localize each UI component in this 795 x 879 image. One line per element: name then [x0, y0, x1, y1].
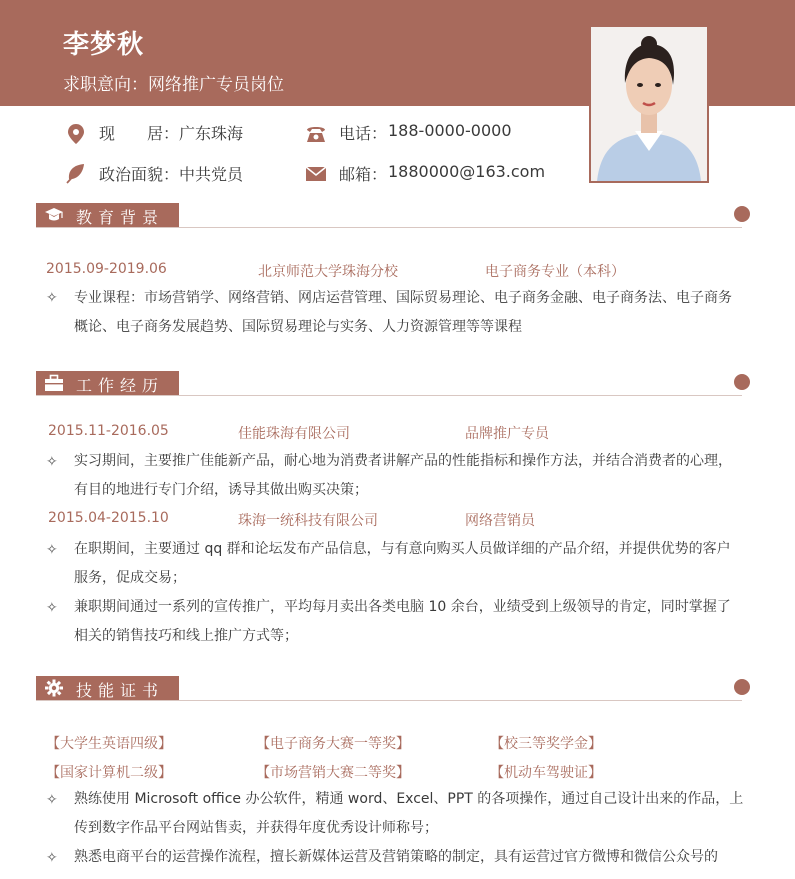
bullet-icon: ✧: [46, 850, 58, 866]
skill-description: 熟练使用 Microsoft office 办公软件，精通 word、Excel、PPT 的各项操作，通过自己设计出来的作品，上传到数字作品平台网站售卖，并获得年度优秀设计师称号；: [74, 791, 744, 836]
job-period: 2015.11-2016.05: [48, 423, 169, 439]
job-description: 实习期间，主要推广佳能新产品，耐心地为消费者讲解产品的性能指标和操作方法，并结合消费者的心理，有目的地进行专门介绍，诱导其做出购买决策；: [74, 453, 732, 498]
education-period: 2015.09-2019.06: [46, 261, 167, 277]
telephone-icon: [305, 122, 327, 144]
work-section-header: [36, 371, 179, 395]
location-pin-icon: [65, 123, 87, 145]
bullet-icon: ✧: [46, 792, 58, 808]
political-label: 政治面貌：: [99, 165, 180, 184]
skills-section-header: [36, 676, 179, 700]
certificate: 【国家计算机二级】: [46, 765, 172, 781]
education-major: 电子商务专业（本科）: [485, 264, 625, 280]
skills-divider: [36, 700, 742, 701]
job-position: 品牌推广专员: [465, 426, 549, 442]
certificate: 【电子商务大赛一等奖】: [256, 736, 410, 752]
leaf-icon: [65, 162, 87, 184]
education-divider: [36, 227, 742, 228]
job-position: 网络营销员: [465, 513, 535, 529]
skills-dot: [734, 679, 750, 695]
residence-label: 现 居：: [99, 124, 180, 143]
candidate-name: 李梦秋: [63, 30, 145, 60]
bullet-icon: ✧: [46, 542, 58, 558]
job-description: 兼职期间通过一系列的宣传推广，平均每月卖出各类电脑 10 余台，业绩受到上级领导的肯定，同时掌握了相关的销售技巧和线上推广方式等；: [74, 599, 731, 644]
work-divider: [36, 395, 742, 396]
education-dot: [734, 206, 750, 222]
graduation-cap-icon: [44, 206, 64, 224]
skill-description: 熟悉电商平台的运营操作流程，擅长新媒体运营及营销策略的制定，具有运营过官方微博和微信公众号的: [74, 849, 718, 865]
certificate: 【市场营销大赛二等奖】: [256, 765, 410, 781]
residence-value: 广东珠海: [179, 124, 244, 143]
certificate: 【大学生英语四级】: [46, 736, 172, 752]
job-company: 珠海一统科技有限公司: [238, 513, 378, 529]
phone-value: 188-0000-0000: [388, 121, 512, 140]
email-label: 邮箱：: [339, 165, 388, 184]
job-period: 2015.04-2015.10: [48, 510, 169, 526]
education-courses: 专业课程：市场营销学、网络营销、网店运营管理、国际贸易理论、电子商务金融、电子商务法、电子商务概论、电子商务发展趋势、国际贸易理论与实务、人力资源管理等等课程: [74, 290, 732, 335]
bullet-icon: ✧: [46, 600, 58, 616]
skills-title: 技能证书: [76, 681, 165, 700]
job-company: 佳能珠海有限公司: [238, 426, 350, 442]
profile-photo: [589, 25, 709, 183]
job-description: 在职期间，主要通过 qq 群和论坛发布产品信息，与有意向购买人员做详细的产品介绍，并提供优势的客户服务，促成交易；: [74, 541, 731, 586]
political-value: 中共党员: [179, 165, 244, 184]
phone-label: 电话：: [339, 124, 388, 143]
certificate: 【校三等奖学金】: [490, 736, 602, 752]
work-title: 工作经历: [76, 376, 165, 395]
bullet-icon: ✧: [46, 290, 58, 306]
work-dot: [734, 374, 750, 390]
education-section-header: [36, 203, 179, 227]
education-school: 北京师范大学珠海分校: [258, 264, 398, 280]
briefcase-icon: [44, 374, 64, 392]
bullet-icon: ✧: [46, 454, 58, 470]
job-intent: 求职意向：网络推广专员岗位: [63, 75, 284, 95]
certificate: 【机动车驾驶证】: [490, 765, 602, 781]
gear-icon: [44, 679, 64, 697]
envelope-icon: [305, 163, 327, 185]
education-title: 教育背景: [76, 208, 165, 227]
email-value: 1880000@163.com: [388, 162, 546, 181]
portrait-illustration: [591, 27, 707, 181]
